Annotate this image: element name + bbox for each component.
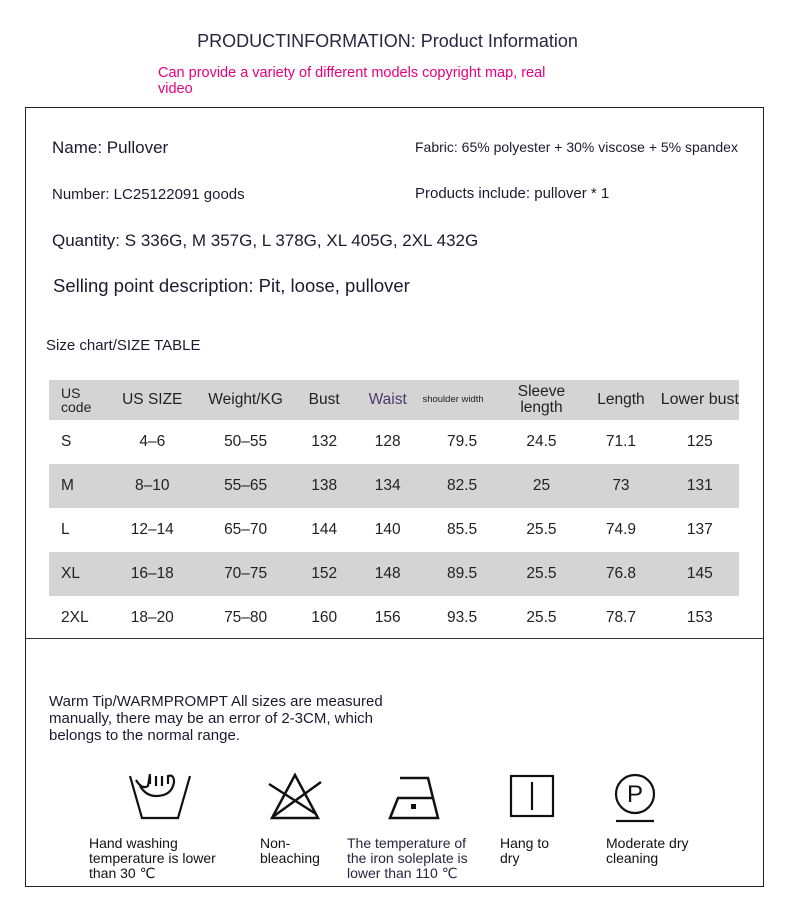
table-cell: 89.5 (422, 552, 501, 596)
iron-low-icon (388, 772, 442, 822)
table-cell: 65–70 (224, 521, 268, 538)
table-cell: 137 (686, 521, 713, 538)
header-cell: shoulder width (422, 380, 501, 420)
hang-dry-icon (509, 772, 555, 818)
table-cell: 125 (686, 433, 713, 450)
note-text: Can provide a variety of different models copyright map, real video (158, 65, 546, 97)
size-chart-title: Size chart/SIZE TABLE (46, 337, 201, 354)
table-cell: 4–6 (139, 433, 166, 450)
table-cell: 50–55 (224, 433, 268, 450)
size-table (49, 380, 739, 640)
no-bleach-icon (266, 772, 324, 822)
header-cell: Bust (295, 380, 353, 420)
product-name: Name: Pullover (52, 138, 169, 157)
hand-wash-icon (128, 772, 192, 822)
table-cell: 138 (295, 464, 353, 508)
warm-tip: Warm Tip/WARMPROMPT All sizes are measured manually, there may be an error of 2-3CM, which belongs to the normal range. (49, 693, 383, 744)
table-cell: 24.5 (526, 433, 557, 450)
header-cell: Length (581, 380, 660, 420)
table-cell: 148 (353, 552, 422, 596)
table-cell: 18–20 (130, 609, 174, 626)
table-row (49, 596, 739, 640)
table-cell: 25 (502, 464, 581, 508)
table-cell: 76.8 (581, 552, 660, 596)
quantity: Quantity: S 336G, M 357G, L 378G, XL 405G, 2XL 432G (52, 231, 479, 250)
dry-clean-icon (612, 772, 658, 824)
page-title: PRODUCTINFORMATION: Product Information (197, 31, 578, 51)
table-cell: 152 (295, 552, 353, 596)
table-cell: 153 (686, 609, 713, 626)
table-cell: 70–75 (196, 552, 296, 596)
table-cell: XL (49, 552, 109, 596)
svg-text:P: P (626, 781, 644, 808)
table-row (49, 464, 739, 508)
product-number: Number: LC25122091 goods (52, 186, 245, 203)
table-cell: 132 (311, 433, 338, 450)
table-cell: 25.5 (502, 552, 581, 596)
care-label: The temperature of the iron soleplate is lower than 110 ℃ (347, 835, 468, 881)
table-cell: 82.5 (422, 464, 501, 508)
table-cell: 145 (661, 552, 739, 596)
table-cell: L (61, 521, 70, 538)
table-cell: 131 (661, 464, 739, 508)
table-cell: 134 (353, 464, 422, 508)
table-row (49, 552, 739, 596)
fabric: Fabric: 65% polyester + 30% viscose + 5% spandex (415, 139, 738, 155)
table-cell: M (49, 464, 109, 508)
table-row (49, 420, 739, 464)
table-cell: 79.5 (447, 433, 478, 450)
care-label: Moderate dry cleaning (606, 835, 689, 866)
table-cell: 25.5 (526, 521, 557, 538)
table-cell: 140 (374, 521, 401, 538)
header-cell: US SIZE (109, 380, 196, 420)
care-label: Hand washing temperature is lower than 30 ℃ (89, 835, 216, 881)
products-include: Products include: pullover * 1 (415, 185, 610, 202)
table-cell: 8–10 (109, 464, 196, 508)
table-cell: 144 (311, 521, 338, 538)
selling-point: Selling point description: Pit, loose, pullover (53, 275, 410, 296)
header-cell: Waist (353, 380, 422, 420)
header-cell: US code (49, 380, 109, 420)
table-cell: 156 (374, 609, 401, 626)
table-cell: 75–80 (224, 609, 268, 626)
table-cell: 25.5 (526, 609, 557, 626)
table-cell: 160 (311, 609, 338, 626)
header-cell: Lower bust (661, 380, 739, 420)
table-cell: 55–65 (196, 464, 296, 508)
header-cell: Sleeve length (502, 380, 581, 420)
table-cell: 85.5 (447, 521, 478, 538)
header-cell: Weight/KG (196, 380, 296, 420)
table-header (49, 380, 739, 420)
table-cell: 93.5 (447, 609, 478, 626)
table-row (49, 508, 739, 552)
table-cell: 71.1 (605, 433, 637, 450)
care-label: Hang to dry (500, 835, 550, 866)
table-cell: 2XL (61, 609, 89, 626)
table-cell: 73 (581, 464, 660, 508)
table-cell: 128 (374, 433, 401, 450)
care-label: Non-bleaching (260, 835, 320, 866)
table-cell: 74.9 (605, 521, 637, 538)
table-cell: 12–14 (130, 521, 174, 538)
table-cell: 78.7 (605, 609, 637, 626)
table-cell: 16–18 (109, 552, 196, 596)
table-cell: S (61, 433, 72, 450)
